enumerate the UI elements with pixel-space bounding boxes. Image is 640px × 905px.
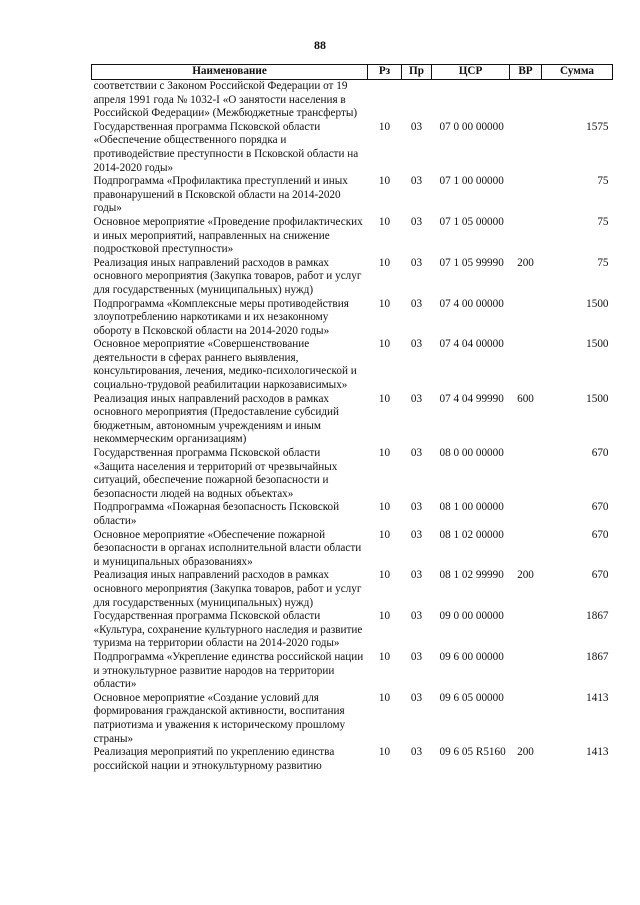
row-rz: 10: [378, 650, 391, 663]
row-rz: 10: [378, 175, 391, 188]
row-pr: 03: [410, 501, 423, 514]
row-sum: 670: [591, 501, 609, 514]
row-csr: 07 4 04 99990: [439, 392, 504, 405]
row-pr: 03: [410, 175, 423, 188]
row-sum: 670: [591, 528, 609, 541]
row-pr: 03: [410, 569, 423, 582]
row-csr: 08 1 02 99990: [439, 569, 504, 582]
row-csr: 07 4 04 00000: [439, 338, 504, 351]
table-row: [92, 216, 613, 257]
row-pr: 03: [410, 392, 423, 405]
row-name: Реализация иных направлений расходов в рамках основного мероприятия (Закупка товаров, работ и услуг для государственных (муниципальных) нужд): [93, 569, 362, 609]
row-rz: 10: [378, 501, 391, 514]
row-csr: 09 6 00 00000: [439, 650, 504, 663]
row-name: Основное мероприятие «Создание условий для формирования гражданской активности, воспитания патриотизма и уважения к историческому прошлому страны»: [93, 691, 346, 745]
row-sum: 75: [597, 215, 609, 228]
table-row: [92, 298, 613, 339]
header-row: [92, 65, 613, 80]
row-rz: 10: [378, 256, 391, 269]
table-row: [92, 501, 613, 528]
row-pr: 03: [410, 447, 423, 460]
row-pr: 03: [410, 256, 423, 269]
page-number: 88: [314, 38, 326, 52]
table-row: [92, 610, 613, 651]
row-csr: 09 0 00 00000: [439, 610, 504, 623]
row-vr: [510, 501, 542, 528]
row-pr: [402, 80, 432, 121]
row-pr: 03: [410, 610, 423, 623]
row-sum: 1500: [586, 338, 609, 351]
header-pr: Пр: [402, 65, 432, 80]
row-vr: [510, 610, 542, 651]
row-name: Подпрограмма «Укрепление единства российской нации и этнокультурное развитие народов на территории области»: [93, 650, 364, 691]
row-csr: 07 1 00 00000: [439, 175, 504, 188]
row-vr: [510, 447, 542, 501]
row-name: Подпрограмма «Пожарная безопасность Псковской области»: [93, 501, 340, 527]
row-csr: 09 6 05 00000: [439, 691, 504, 704]
row-vr: [510, 338, 542, 392]
row-sum: 670: [591, 569, 609, 582]
row-name: Основное мероприятие «Совершенствование деятельности в сферах раннего выявления, консультирования, лечения, медико-психологической и социально-трудовой реабилитации наркозависимых»: [93, 338, 357, 392]
row-name: Реализация мероприятий по укреплению единства российской нации и этнокультурному развитию: [93, 746, 335, 772]
row-sum: 1413: [586, 691, 609, 704]
row-sum: 1867: [586, 610, 609, 623]
table-row: [92, 393, 613, 447]
row-sum: 1500: [586, 297, 609, 310]
row-rz: 10: [378, 447, 391, 460]
row-rz: 10: [378, 215, 391, 228]
row-vr: 600: [517, 392, 534, 405]
row-pr: 03: [410, 746, 423, 759]
row-name: Основное мероприятие «Обеспечение пожарной безопасности в органах исполнительной власти области и муниципальных образованиях»: [93, 528, 362, 568]
row-rz: 10: [378, 746, 391, 759]
row-csr: 07 1 05 99990: [439, 256, 504, 269]
row-rz: 10: [378, 691, 391, 704]
table-row: [92, 447, 613, 501]
table-row: [92, 651, 613, 692]
table-row: [92, 746, 613, 773]
row-vr: [510, 692, 542, 746]
row-name: Основное мероприятие «Проведение профилактических и иных мероприятий, направленных на снижение подростковой преступности»: [93, 215, 363, 256]
row-rz: 10: [378, 610, 391, 623]
row-name: Государственная программа Псковской области «Обеспечение общественного порядка и противодействие преступности в Псковской области на 2014-2020 годы»: [93, 120, 359, 174]
row-rz: 10: [378, 297, 391, 310]
row-sum: 670: [591, 447, 609, 460]
header-csr: ЦСР: [432, 65, 510, 80]
row-vr: [510, 216, 542, 257]
row-rz: 10: [378, 120, 391, 133]
header-sum: Сумма: [542, 65, 613, 80]
table-row: [92, 121, 613, 175]
row-vr: 200: [517, 256, 534, 269]
header-rz: Рз: [368, 65, 402, 80]
row-sum: 75: [597, 175, 609, 188]
row-pr: 03: [410, 297, 423, 310]
budget-table: [91, 64, 613, 773]
row-csr: 07 4 00 00000: [439, 297, 504, 310]
row-name: Реализация иных направлений расходов в рамках основного мероприятия (Предоставление субсидий бюджетным, автономным учреждениям и иным некоммерческим организациям): [93, 392, 339, 446]
row-pr: 03: [410, 691, 423, 704]
row-sum: 1413: [586, 746, 609, 759]
row-name: Подпрограмма «Комплексные меры противодействия злоупотреблению наркотиками и их незаконному обороту в Псковской области на 2014-2020 годы»: [93, 297, 349, 337]
row-vr: [510, 298, 542, 339]
row-csr: 08 0 00 00000: [439, 447, 504, 460]
row-csr: 07 0 00 00000: [439, 120, 504, 133]
row-name: соответствии с Законом Российской Федерации от 19 апреля 1991 года № 1032-I «О занятости населения в Российской Федерации» (Межбюджетные трансферты): [93, 80, 358, 120]
table-row: [92, 529, 613, 570]
row-rz: 10: [378, 338, 391, 351]
row-sum: [542, 80, 613, 121]
row-pr: 03: [410, 215, 423, 228]
table-row: [92, 80, 613, 121]
row-vr: [510, 80, 542, 121]
row-sum: 1500: [586, 392, 609, 405]
header-vr: ВР: [510, 65, 542, 80]
row-sum: 1575: [586, 120, 609, 133]
row-vr: [510, 529, 542, 570]
row-sum: 75: [597, 256, 609, 269]
row-sum: 1867: [586, 650, 609, 663]
row-csr: 09 6 05 R5160: [439, 746, 506, 759]
row-vr: 200: [517, 569, 534, 582]
row-csr: [432, 80, 510, 121]
row-name: Подпрограмма «Профилактика преступлений и иных правонарушений в Псковской области на 2014-2020 годы»: [93, 175, 348, 215]
table-row: [92, 257, 613, 298]
row-name: Государственная программа Псковской области «Защита населения и территорий от чрезвычайных ситуаций, обеспечение пожарной безопасности и безопасности людей на водных объектах»: [93, 447, 338, 500]
row-pr: 03: [410, 120, 423, 133]
row-pr: 03: [410, 338, 423, 351]
table-body: [92, 80, 613, 774]
row-rz: 10: [378, 528, 391, 541]
row-csr: 08 1 00 00000: [439, 501, 504, 514]
row-vr: 200: [517, 746, 534, 759]
row-vr: [510, 121, 542, 175]
row-name: Государственная программа Псковской области «Культура, сохранение культурного наследия и развитие туризма на территории области на 2014-2020 годы»: [93, 610, 363, 650]
row-name: Реализация иных направлений расходов в рамках основного мероприятия (Закупка товаров, работ и услуг для государственных (муниципальных) нужд): [93, 256, 362, 296]
table-row: [92, 692, 613, 746]
table-row: [92, 338, 613, 392]
table-header: [92, 65, 613, 80]
row-pr: 03: [410, 650, 423, 663]
row-vr: [510, 175, 542, 216]
row-csr: 07 1 05 00000: [439, 215, 504, 228]
row-rz: 10: [378, 569, 391, 582]
row-csr: 08 1 02 00000: [439, 528, 504, 541]
row-rz: 10: [378, 392, 391, 405]
header-name: Наименование: [92, 65, 368, 80]
row-pr: 03: [410, 528, 423, 541]
row-rz: [368, 80, 402, 121]
row-vr: [510, 651, 542, 692]
table-row: [92, 569, 613, 610]
table-row: [92, 175, 613, 216]
